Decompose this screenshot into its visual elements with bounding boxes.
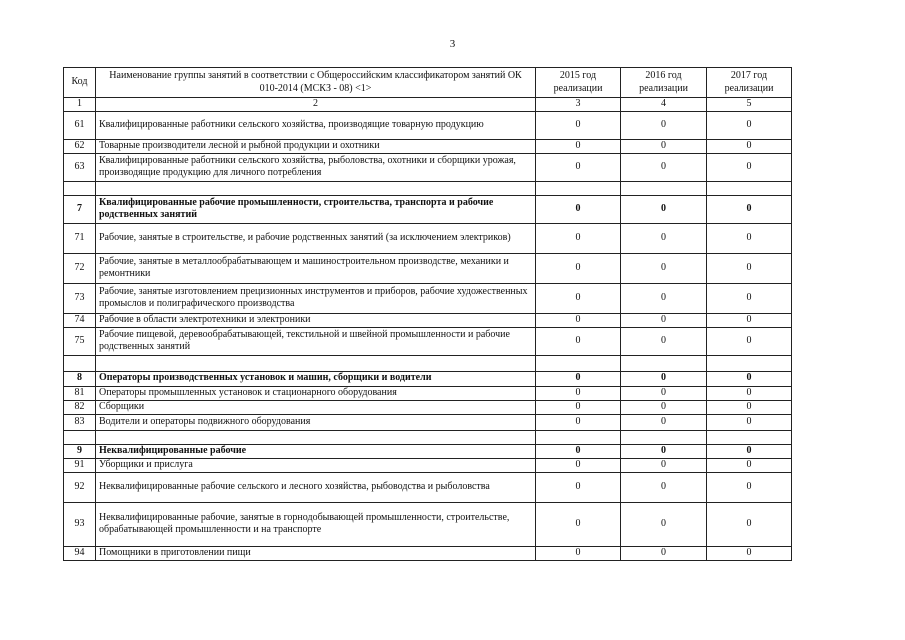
row-value-2015: 0 — [536, 371, 621, 386]
row-value-2015: 0 — [536, 253, 621, 283]
row-value-2017: 0 — [707, 327, 792, 355]
column-number: 5 — [707, 98, 792, 112]
row-value-2015: 0 — [536, 195, 621, 223]
row-code: 93 — [64, 502, 96, 546]
row-name: Рабочие, занятые в строительстве, и рабочие родственных занятий (за исключением электриков) — [96, 223, 536, 253]
row-value-2017: 0 — [707, 313, 792, 327]
row-code: 73 — [64, 283, 96, 313]
table-row — [64, 355, 792, 371]
row-value-2015: 0 — [536, 313, 621, 327]
row-name: Операторы промышленных установок и стационарного оборудования — [96, 386, 536, 400]
occupation-table — [63, 67, 792, 561]
row-value-2017 — [707, 430, 792, 444]
table-header — [64, 68, 792, 112]
row-code: 83 — [64, 414, 96, 430]
row-value-2017: 0 — [707, 472, 792, 502]
row-value-2016: 0 — [621, 371, 707, 386]
row-name: Неквалифицированные рабочие, занятые в горнодобывающей промышленности, строительстве, обрабатывающей промышленности и на транспорте — [96, 502, 536, 546]
row-value-2015: 0 — [536, 153, 621, 181]
table-row — [64, 327, 792, 355]
row-value-2015: 0 — [536, 458, 621, 472]
table-row — [64, 386, 792, 400]
table-row — [64, 472, 792, 502]
row-code — [64, 355, 96, 371]
row-name: Квалифицированные работники сельского хозяйства, производящие товарную продукцию — [96, 111, 536, 139]
row-value-2015: 0 — [536, 546, 621, 560]
row-name — [96, 181, 536, 195]
row-value-2016 — [621, 181, 707, 195]
row-value-2015: 0 — [536, 283, 621, 313]
row-name: Рабочие, занятые в металлообрабатывающем и машиностроительном производстве, механики и ремонтники — [96, 253, 536, 283]
row-name: Водители и операторы подвижного оборудования — [96, 414, 536, 430]
row-name — [96, 355, 536, 371]
row-value-2015: 0 — [536, 502, 621, 546]
row-code: 91 — [64, 458, 96, 472]
row-code: 7 — [64, 195, 96, 223]
row-name: Рабочие пищевой, деревообрабатывающей, текстильной и швейной промышленности и рабочие родственных занятий — [96, 327, 536, 355]
row-value-2017: 0 — [707, 371, 792, 386]
row-value-2017: 0 — [707, 400, 792, 414]
row-value-2017: 0 — [707, 223, 792, 253]
row-code — [64, 430, 96, 444]
row-value-2015: 0 — [536, 472, 621, 502]
table-row — [64, 223, 792, 253]
table-row — [64, 444, 792, 458]
row-value-2016: 0 — [621, 502, 707, 546]
table-row — [64, 153, 792, 181]
row-value-2015: 0 — [536, 386, 621, 400]
row-value-2016: 0 — [621, 327, 707, 355]
row-value-2016: 0 — [621, 195, 707, 223]
row-value-2016: 0 — [621, 153, 707, 181]
header-row — [64, 68, 792, 98]
row-code: 92 — [64, 472, 96, 502]
column-number: 1 — [64, 98, 96, 112]
row-value-2015: 0 — [536, 444, 621, 458]
row-name: Помощники в приготовлении пищи — [96, 546, 536, 560]
column-number: 4 — [621, 98, 707, 112]
row-value-2017: 0 — [707, 153, 792, 181]
row-code: 9 — [64, 444, 96, 458]
row-value-2017: 0 — [707, 253, 792, 283]
row-value-2016: 0 — [621, 414, 707, 430]
row-value-2016: 0 — [621, 111, 707, 139]
header-code: Код — [64, 68, 96, 98]
row-value-2016: 0 — [621, 283, 707, 313]
table-row — [64, 400, 792, 414]
row-code: 8 — [64, 371, 96, 386]
row-value-2016: 0 — [621, 223, 707, 253]
row-value-2015 — [536, 181, 621, 195]
row-value-2016: 0 — [621, 139, 707, 153]
row-value-2015: 0 — [536, 327, 621, 355]
row-value-2016: 0 — [621, 386, 707, 400]
row-value-2017: 0 — [707, 139, 792, 153]
row-value-2017: 0 — [707, 111, 792, 139]
row-name: Неквалифицированные рабочие — [96, 444, 536, 458]
row-name: Товарные производители лесной и рыбной продукции и охотники — [96, 139, 536, 153]
table-row — [64, 181, 792, 195]
table-row — [64, 283, 792, 313]
row-value-2017: 0 — [707, 502, 792, 546]
row-name: Квалифицированные рабочие промышленности, строительства, транспорта и рабочие родственных занятий — [96, 195, 536, 223]
column-number-row — [64, 98, 792, 112]
row-value-2017: 0 — [707, 546, 792, 560]
row-code: 75 — [64, 327, 96, 355]
row-code: 94 — [64, 546, 96, 560]
row-value-2017: 0 — [707, 414, 792, 430]
row-name: Рабочие в области электротехники и электроники — [96, 313, 536, 327]
row-value-2015: 0 — [536, 414, 621, 430]
row-value-2015: 0 — [536, 139, 621, 153]
row-value-2016: 0 — [621, 444, 707, 458]
row-value-2017: 0 — [707, 283, 792, 313]
row-value-2016 — [621, 430, 707, 444]
row-value-2015: 0 — [536, 111, 621, 139]
table-row — [64, 313, 792, 327]
row-value-2015 — [536, 430, 621, 444]
row-value-2017: 0 — [707, 444, 792, 458]
row-value-2017 — [707, 181, 792, 195]
row-name: Рабочие, занятые изготовлением прецизионных инструментов и приборов, рабочие художественных промыслов и полиграфического производства — [96, 283, 536, 313]
row-value-2016: 0 — [621, 313, 707, 327]
header-2017: 2017 год реализации — [707, 68, 792, 98]
row-name: Неквалифицированные рабочие сельского и лесного хозяйства, рыбоводства и рыболовства — [96, 472, 536, 502]
row-value-2017: 0 — [707, 458, 792, 472]
table-row — [64, 546, 792, 560]
row-code: 63 — [64, 153, 96, 181]
row-name: Уборщики и прислуга — [96, 458, 536, 472]
row-code: 74 — [64, 313, 96, 327]
row-code: 72 — [64, 253, 96, 283]
row-value-2016 — [621, 355, 707, 371]
table-body — [64, 111, 792, 560]
row-name: Сборщики — [96, 400, 536, 414]
header-2015: 2015 год реализации — [536, 68, 621, 98]
row-value-2015: 0 — [536, 223, 621, 253]
row-code: 82 — [64, 400, 96, 414]
row-value-2016: 0 — [621, 546, 707, 560]
row-code: 81 — [64, 386, 96, 400]
table-row — [64, 458, 792, 472]
column-number: 2 — [96, 98, 536, 112]
page-number: 3 — [449, 38, 456, 50]
row-value-2017: 0 — [707, 386, 792, 400]
header-2016: 2016 год реализации — [621, 68, 707, 98]
row-value-2015: 0 — [536, 400, 621, 414]
table-row — [64, 139, 792, 153]
row-code — [64, 181, 96, 195]
row-name: Операторы производственных установок и машин, сборщики и водители — [96, 371, 536, 386]
table-row — [64, 111, 792, 139]
header-name: Наименование группы занятий в соответствии с Общероссийским классификатором занятий ОК 010-2014 (МСКЗ - 08) <1> — [96, 68, 536, 98]
table-row — [64, 253, 792, 283]
row-value-2017 — [707, 355, 792, 371]
row-value-2016: 0 — [621, 400, 707, 414]
row-name: Квалифицированные работники сельского хозяйства, рыболовства, охотники и сборщики урожая, производящие продукцию для личного потребления — [96, 153, 536, 181]
table-row — [64, 371, 792, 386]
row-value-2016: 0 — [621, 253, 707, 283]
row-value-2015 — [536, 355, 621, 371]
row-code: 61 — [64, 111, 96, 139]
row-value-2016: 0 — [621, 472, 707, 502]
row-code: 71 — [64, 223, 96, 253]
table-row — [64, 414, 792, 430]
row-name — [96, 430, 536, 444]
row-value-2017: 0 — [707, 195, 792, 223]
column-number: 3 — [536, 98, 621, 112]
table-row — [64, 502, 792, 546]
table-row — [64, 195, 792, 223]
row-value-2016: 0 — [621, 458, 707, 472]
row-code: 62 — [64, 139, 96, 153]
table-row — [64, 430, 792, 444]
